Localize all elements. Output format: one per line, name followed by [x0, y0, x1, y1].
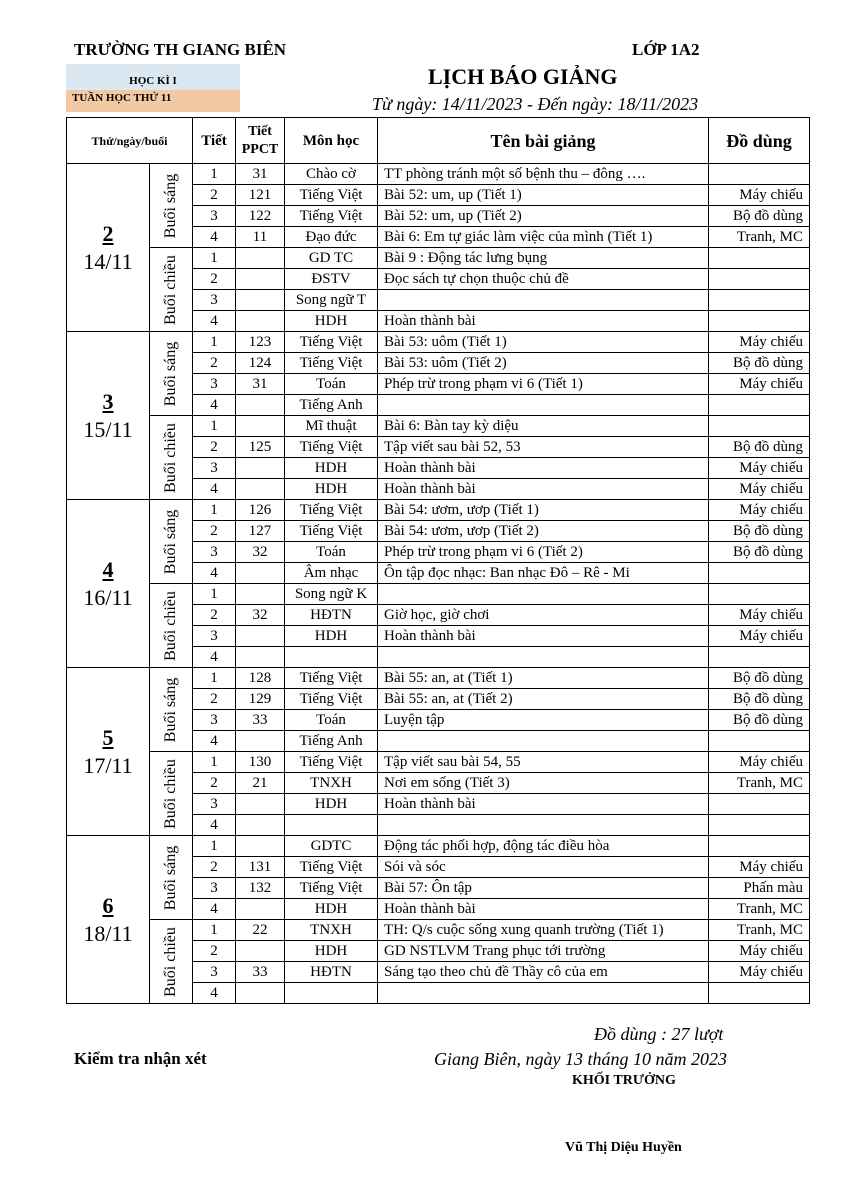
- date-range: Từ ngày: 14/11/2023 - Đến ngày: 18/11/2023: [372, 94, 699, 114]
- session-label: Buổi chiều: [162, 422, 179, 493]
- equipment-cell: [709, 248, 810, 269]
- period-cell: 2: [193, 353, 236, 374]
- session-label: Buổi chiều: [162, 590, 179, 661]
- equipment-cell: Bộ đồ dùng: [709, 710, 810, 731]
- session-label: Buổi sáng: [162, 173, 179, 238]
- day-number: 3: [102, 388, 114, 414]
- signer-name: Vũ Thị Diệu Huyền: [565, 1140, 682, 1155]
- subject-cell: Tiếng Anh: [285, 731, 378, 752]
- subject-cell: [285, 983, 378, 1004]
- session-cell: [150, 920, 193, 1004]
- period-cell: 1: [193, 332, 236, 353]
- lesson-cell: Động tác phối hợp, động tác điều hòa: [378, 836, 709, 857]
- ppct-cell: [236, 269, 285, 290]
- place-date: Giang Biên, ngày 13 tháng 10 năm 2023: [434, 1049, 727, 1069]
- subject-cell: HDH: [285, 458, 378, 479]
- day-cell: [67, 836, 150, 1004]
- period-cell: 4: [193, 899, 236, 920]
- lesson-cell: Bài 57: Ôn tập: [378, 878, 709, 899]
- table-row: [67, 416, 810, 437]
- equipment-cell: [709, 794, 810, 815]
- equipment-cell: Bộ đồ dùng: [709, 353, 810, 374]
- lesson-cell: Hoàn thành bài: [378, 626, 709, 647]
- period-cell: 1: [193, 920, 236, 941]
- equipment-usage-total: Đồ dùng : 27 lượt: [594, 1024, 724, 1044]
- ppct-cell: [236, 647, 285, 668]
- subject-cell: GD TC: [285, 248, 378, 269]
- equipment-cell: Máy chiếu: [709, 185, 810, 206]
- session-label: Buổi sáng: [162, 509, 179, 574]
- session-cell: [150, 500, 193, 584]
- subject-cell: TNXH: [285, 920, 378, 941]
- equipment-cell: Tranh, MC: [709, 899, 810, 920]
- equipment-cell: Máy chiếu: [709, 752, 810, 773]
- ppct-cell: 33: [236, 962, 285, 983]
- period-cell: 3: [193, 374, 236, 395]
- lesson-cell: TT phòng tránh một số bệnh thu – đông ….: [378, 164, 709, 185]
- period-cell: 3: [193, 962, 236, 983]
- lesson-cell: Bài 54: ươm, ươp (Tiết 1): [378, 500, 709, 521]
- session-label: Buổi sáng: [162, 341, 179, 406]
- lesson-cell: Đọc sách tự chọn thuộc chủ đề: [378, 269, 709, 290]
- subject-cell: GDTC: [285, 836, 378, 857]
- subject-cell: Đạo đức: [285, 227, 378, 248]
- day-date: 16/11: [83, 584, 133, 610]
- equipment-cell: [709, 290, 810, 311]
- subject-cell: ĐSTV: [285, 269, 378, 290]
- lesson-cell: Bài 53: uôm (Tiết 2): [378, 353, 709, 374]
- session-label: Buổi chiều: [162, 254, 179, 325]
- period-cell: 4: [193, 647, 236, 668]
- lesson-cell: Bài 6: Bàn tay kỳ diệu: [378, 416, 709, 437]
- semester-label: HỌC KÌ I: [66, 64, 240, 90]
- lesson-cell: Bài 55: an, at (Tiết 1): [378, 668, 709, 689]
- equipment-cell: [709, 647, 810, 668]
- lesson-cell: Phép trừ trong phạm vi 6 (Tiết 1): [378, 374, 709, 395]
- day-number: 4: [102, 556, 114, 582]
- period-cell: 3: [193, 458, 236, 479]
- lesson-cell: Sáng tạo theo chủ đề Thầy cô của em: [378, 962, 709, 983]
- period-cell: 2: [193, 269, 236, 290]
- period-cell: 2: [193, 185, 236, 206]
- period-cell: 2: [193, 857, 236, 878]
- subject-cell: Mĩ thuật: [285, 416, 378, 437]
- lesson-cell: Hoàn thành bài: [378, 794, 709, 815]
- subject-cell: Tiếng Việt: [285, 437, 378, 458]
- ppct-cell: 131: [236, 857, 285, 878]
- ppct-cell: [236, 479, 285, 500]
- day-date: 15/11: [83, 416, 133, 442]
- subject-cell: Tiếng Việt: [285, 500, 378, 521]
- equipment-cell: Bộ đồ dùng: [709, 437, 810, 458]
- equipment-cell: [709, 584, 810, 605]
- subject-cell: Tiếng Việt: [285, 752, 378, 773]
- subject-cell: Toán: [285, 542, 378, 563]
- subject-cell: [285, 647, 378, 668]
- equipment-cell: [709, 164, 810, 185]
- col-header-ppct: Tiết PPCT: [236, 118, 285, 164]
- table-row: [67, 584, 810, 605]
- session-cell: [150, 248, 193, 332]
- lesson-cell: Giờ học, giờ chơi: [378, 605, 709, 626]
- ppct-cell: 122: [236, 206, 285, 227]
- period-cell: 1: [193, 752, 236, 773]
- subject-cell: Chào cờ: [285, 164, 378, 185]
- equipment-cell: [709, 311, 810, 332]
- ppct-cell: [236, 584, 285, 605]
- ppct-cell: 132: [236, 878, 285, 899]
- ppct-cell: 129: [236, 689, 285, 710]
- ppct-cell: 130: [236, 752, 285, 773]
- lesson-cell: Hoàn thành bài: [378, 899, 709, 920]
- day-cell: [67, 500, 150, 668]
- ppct-cell: 125: [236, 437, 285, 458]
- subject-cell: [285, 815, 378, 836]
- equipment-cell: Phấn màu: [709, 878, 810, 899]
- subject-cell: Tiếng Việt: [285, 206, 378, 227]
- col-header-day: Thứ/ngày/buổi: [67, 118, 193, 164]
- period-cell: 2: [193, 605, 236, 626]
- day-date: 17/11: [83, 752, 133, 778]
- table-row: [67, 164, 810, 185]
- table-row: [67, 920, 810, 941]
- period-cell: 1: [193, 668, 236, 689]
- lesson-cell: Tập viết sau bài 52, 53: [378, 437, 709, 458]
- ppct-cell: [236, 311, 285, 332]
- ppct-cell: 11: [236, 227, 285, 248]
- lesson-cell: GD NSTLVM Trang phục tới trường: [378, 941, 709, 962]
- table-row: [67, 332, 810, 353]
- period-cell: 1: [193, 164, 236, 185]
- subject-cell: Tiếng Việt: [285, 878, 378, 899]
- period-cell: 4: [193, 479, 236, 500]
- session-cell: [150, 752, 193, 836]
- equipment-cell: Máy chiếu: [709, 626, 810, 647]
- period-cell: 1: [193, 836, 236, 857]
- session-label: Buổi sáng: [162, 677, 179, 742]
- equipment-cell: [709, 836, 810, 857]
- equipment-cell: [709, 416, 810, 437]
- subject-cell: HDH: [285, 626, 378, 647]
- ppct-cell: 121: [236, 185, 285, 206]
- period-cell: 2: [193, 437, 236, 458]
- subject-cell: HDH: [285, 479, 378, 500]
- period-cell: 3: [193, 794, 236, 815]
- lesson-cell: Hoàn thành bài: [378, 311, 709, 332]
- col-header-subject: Môn học: [285, 118, 378, 164]
- ppct-cell: [236, 626, 285, 647]
- lesson-cell: Tập viết sau bài 54, 55: [378, 752, 709, 773]
- subject-cell: TNXH: [285, 773, 378, 794]
- school-name: TRƯỜNG TH GIANG BIÊN: [74, 40, 287, 59]
- schedule-body: [67, 164, 810, 1004]
- lesson-cell: Luyện tập: [378, 710, 709, 731]
- lesson-cell: Hoàn thành bài: [378, 479, 709, 500]
- equipment-cell: Bộ đồ dùng: [709, 542, 810, 563]
- ppct-cell: [236, 563, 285, 584]
- lesson-cell: [378, 983, 709, 1004]
- lesson-cell: Hoàn thành bài: [378, 458, 709, 479]
- period-cell: 4: [193, 815, 236, 836]
- day-cell: [67, 164, 150, 332]
- subject-cell: Tiếng Việt: [285, 668, 378, 689]
- ppct-cell: [236, 290, 285, 311]
- table-row: [67, 248, 810, 269]
- ppct-cell: 31: [236, 374, 285, 395]
- subject-cell: Tiếng Việt: [285, 857, 378, 878]
- lesson-cell: Bài 54: ươm, ươp (Tiết 2): [378, 521, 709, 542]
- equipment-cell: Bộ đồ dùng: [709, 668, 810, 689]
- day-number: 5: [102, 724, 114, 750]
- equipment-cell: Máy chiếu: [709, 941, 810, 962]
- ppct-cell: 21: [236, 773, 285, 794]
- period-cell: 2: [193, 689, 236, 710]
- equipment-cell: Máy chiếu: [709, 857, 810, 878]
- period-cell: 4: [193, 731, 236, 752]
- lesson-cell: Phép trừ trong phạm vi 6 (Tiết 2): [378, 542, 709, 563]
- day-number: 6: [102, 892, 114, 918]
- lesson-cell: [378, 395, 709, 416]
- equipment-cell: Bộ đồ dùng: [709, 521, 810, 542]
- day-cell: [67, 332, 150, 500]
- ppct-cell: 126: [236, 500, 285, 521]
- session-label: Buổi chiều: [162, 926, 179, 997]
- col-header-lesson: Tên bài giảng: [378, 118, 709, 164]
- ppct-cell: [236, 794, 285, 815]
- ppct-cell: [236, 731, 285, 752]
- equipment-cell: [709, 731, 810, 752]
- lesson-cell: Bài 53: uôm (Tiết 1): [378, 332, 709, 353]
- class-name: LỚP 1A2: [632, 40, 700, 59]
- period-cell: 2: [193, 773, 236, 794]
- ppct-cell: [236, 983, 285, 1004]
- period-cell: 3: [193, 542, 236, 563]
- period-cell: 2: [193, 521, 236, 542]
- ppct-cell: 128: [236, 668, 285, 689]
- ppct-cell: [236, 416, 285, 437]
- session-cell: [150, 416, 193, 500]
- equipment-cell: Máy chiếu: [709, 374, 810, 395]
- period-cell: 2: [193, 941, 236, 962]
- day-cell: [67, 668, 150, 836]
- ppct-cell: 124: [236, 353, 285, 374]
- period-cell: 4: [193, 227, 236, 248]
- period-cell: 1: [193, 500, 236, 521]
- lesson-cell: [378, 731, 709, 752]
- ppct-cell: 32: [236, 542, 285, 563]
- period-cell: 4: [193, 395, 236, 416]
- equipment-cell: [709, 269, 810, 290]
- lesson-cell: Bài 6: Em tự giác làm việc của mình (Tiết 1): [378, 227, 709, 248]
- equipment-cell: [709, 395, 810, 416]
- period-cell: 1: [193, 416, 236, 437]
- period-cell: 3: [193, 878, 236, 899]
- equipment-cell: Tranh, MC: [709, 227, 810, 248]
- period-cell: 3: [193, 206, 236, 227]
- session-label: Buổi chiều: [162, 758, 179, 829]
- equipment-cell: Máy chiếu: [709, 605, 810, 626]
- equipment-cell: Máy chiếu: [709, 479, 810, 500]
- equipment-cell: Máy chiếu: [709, 458, 810, 479]
- ppct-cell: 123: [236, 332, 285, 353]
- lesson-cell: Bài 55: an, at (Tiết 2): [378, 689, 709, 710]
- head-of-grade-title: KHỐI TRƯỞNG: [572, 1073, 676, 1088]
- ppct-cell: [236, 248, 285, 269]
- subject-cell: HĐTN: [285, 962, 378, 983]
- table-row: [67, 668, 810, 689]
- ppct-cell: 32: [236, 605, 285, 626]
- subject-cell: Tiếng Anh: [285, 395, 378, 416]
- period-cell: 4: [193, 563, 236, 584]
- schedule-table: [66, 117, 810, 1004]
- day-date: 14/11: [83, 248, 133, 274]
- equipment-cell: [709, 815, 810, 836]
- equipment-cell: Máy chiếu: [709, 500, 810, 521]
- subject-cell: Tiếng Việt: [285, 185, 378, 206]
- table-row: [67, 500, 810, 521]
- subject-cell: HDH: [285, 899, 378, 920]
- equipment-cell: Tranh, MC: [709, 773, 810, 794]
- lesson-cell: Bài 52: um, up (Tiết 2): [378, 206, 709, 227]
- subject-cell: HĐTN: [285, 605, 378, 626]
- ppct-cell: [236, 941, 285, 962]
- ppct-cell: [236, 815, 285, 836]
- session-cell: [150, 584, 193, 668]
- day-date: 18/11: [83, 920, 133, 946]
- review-label: Kiểm tra nhận xét: [74, 1049, 207, 1068]
- subject-cell: HDH: [285, 941, 378, 962]
- ppct-cell: 31: [236, 164, 285, 185]
- period-cell: 1: [193, 248, 236, 269]
- subject-cell: Toán: [285, 710, 378, 731]
- page-title: LỊCH BÁO GIẢNG: [428, 64, 618, 89]
- lesson-cell: [378, 647, 709, 668]
- lesson-cell: Bài 52: um, up (Tiết 1): [378, 185, 709, 206]
- equipment-cell: [709, 563, 810, 584]
- subject-cell: Toán: [285, 374, 378, 395]
- lesson-cell: [378, 584, 709, 605]
- lesson-cell: Sói và sóc: [378, 857, 709, 878]
- equipment-cell: Bộ đồ dùng: [709, 206, 810, 227]
- lesson-cell: Ôn tập đọc nhạc: Ban nhạc Đô – Rê - Mi: [378, 563, 709, 584]
- week-label: TUẦN HỌC THỨ 11: [66, 90, 240, 112]
- day-number: 2: [102, 220, 114, 246]
- semester-box: [66, 64, 240, 112]
- equipment-cell: Tranh, MC: [709, 920, 810, 941]
- ppct-cell: [236, 899, 285, 920]
- lesson-cell: Nơi em sống (Tiết 3): [378, 773, 709, 794]
- table-row: [67, 836, 810, 857]
- ppct-cell: 33: [236, 710, 285, 731]
- subject-cell: Tiếng Việt: [285, 353, 378, 374]
- period-cell: 4: [193, 983, 236, 1004]
- table-row: [67, 752, 810, 773]
- lesson-cell: [378, 290, 709, 311]
- period-cell: 3: [193, 710, 236, 731]
- subject-cell: Tiếng Việt: [285, 332, 378, 353]
- subject-cell: Tiếng Việt: [285, 521, 378, 542]
- session-cell: [150, 836, 193, 920]
- subject-cell: Tiếng Việt: [285, 689, 378, 710]
- ppct-cell: [236, 458, 285, 479]
- equipment-cell: Máy chiếu: [709, 332, 810, 353]
- equipment-cell: Máy chiếu: [709, 962, 810, 983]
- subject-cell: HDH: [285, 794, 378, 815]
- session-cell: [150, 668, 193, 752]
- period-cell: 1: [193, 584, 236, 605]
- period-cell: 3: [193, 626, 236, 647]
- equipment-cell: Bộ đồ dùng: [709, 689, 810, 710]
- lesson-cell: TH: Q/s cuộc sống xung quanh trường (Tiết 1): [378, 920, 709, 941]
- period-cell: 3: [193, 290, 236, 311]
- col-header-period: Tiết: [193, 118, 236, 164]
- ppct-cell: 22: [236, 920, 285, 941]
- table-header-row: [67, 118, 810, 164]
- equipment-cell: [709, 983, 810, 1004]
- session-cell: [150, 164, 193, 248]
- session-cell: [150, 332, 193, 416]
- subject-cell: HDH: [285, 311, 378, 332]
- subject-cell: Song ngữ K: [285, 584, 378, 605]
- ppct-cell: [236, 836, 285, 857]
- ppct-cell: 127: [236, 521, 285, 542]
- lesson-cell: [378, 815, 709, 836]
- period-cell: 4: [193, 311, 236, 332]
- subject-cell: Âm nhạc: [285, 563, 378, 584]
- subject-cell: Song ngữ T: [285, 290, 378, 311]
- col-header-equipment: Đồ dùng: [709, 118, 810, 164]
- ppct-cell: [236, 395, 285, 416]
- lesson-cell: Bài 9 : Động tác lưng bụng: [378, 248, 709, 269]
- session-label: Buổi sáng: [162, 845, 179, 910]
